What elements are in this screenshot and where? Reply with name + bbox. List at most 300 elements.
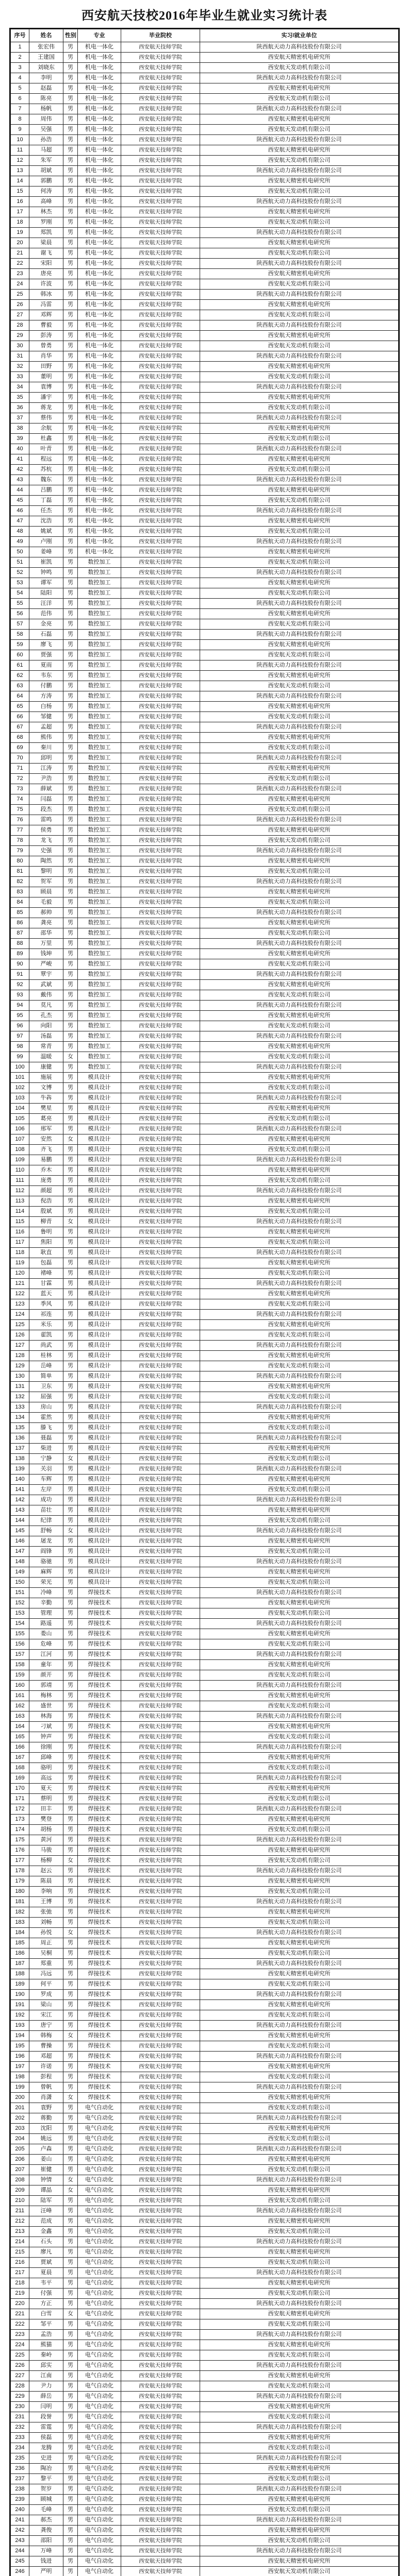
cell-company: 西安航天发动机有限公司 [200, 743, 399, 753]
cell-major: 模具设计 [78, 1217, 121, 1227]
cell-sex: 男 [63, 1433, 78, 1444]
table-row [11, 53, 399, 63]
cell-sex: 男 [63, 1650, 78, 1660]
cell-sex: 男 [63, 290, 78, 300]
cell-major: 焊接技术 [78, 1887, 121, 1897]
cell-school: 西安航天技师学院 [121, 485, 200, 496]
cell-no: 25 [11, 290, 29, 300]
cell-major: 焊接技术 [78, 1588, 121, 1598]
cell-name: 尚武 [29, 1341, 63, 1351]
table-row [11, 753, 399, 764]
table-row [11, 2258, 399, 2268]
table-row [11, 516, 399, 527]
cell-major: 数控加工 [78, 578, 121, 588]
cell-no: 212 [11, 2216, 29, 2227]
cell-sex: 男 [63, 2515, 78, 2526]
cell-major: 模具设计 [78, 1134, 121, 1145]
cell-name: 邱实 [29, 2361, 63, 2371]
cell-company: 西安航天精密机电研究所 [200, 1073, 399, 1083]
cell-no: 62 [11, 671, 29, 681]
cell-name: 邓辉 [29, 310, 63, 320]
cell-school: 西安航天技师学院 [121, 1536, 200, 1547]
cell-sex: 男 [63, 2453, 78, 2464]
cell-no: 88 [11, 939, 29, 949]
cell-name: 邵阳 [29, 2536, 63, 2546]
cell-school: 西安航天技师学院 [121, 2412, 200, 2422]
table-row [11, 1114, 399, 1124]
cell-name: 闫明 [29, 2402, 63, 2412]
cell-major: 机电一体化 [78, 279, 121, 290]
cell-name: 陈晨 [29, 1876, 63, 1887]
cell-sex: 男 [63, 2556, 78, 2567]
table-row [11, 1062, 399, 1073]
cell-school: 西安航天技师学院 [121, 341, 200, 351]
cell-name: 罗刚 [29, 217, 63, 228]
cell-school: 西安航天技师学院 [121, 1104, 200, 1114]
cell-major: 模具设计 [78, 1361, 121, 1371]
cell-school: 西安航天技师学院 [121, 403, 200, 413]
cell-sex: 男 [63, 2443, 78, 2453]
cell-major: 模具设计 [78, 1268, 121, 1279]
cell-major: 数控加工 [78, 671, 121, 681]
cell-name: 吴桐 [29, 1948, 63, 1959]
cell-company: 陕西航天动力高科技股份有限公司 [200, 630, 399, 640]
cell-major: 机电一体化 [78, 104, 121, 114]
cell-company: 陕西航天动力高科技股份有限公司 [200, 1650, 399, 1660]
cell-major: 数控加工 [78, 939, 121, 949]
cell-major: 焊接技术 [78, 1742, 121, 1753]
cell-no: 111 [11, 1176, 29, 1186]
cell-no: 120 [11, 1268, 29, 1279]
cell-school: 西安航天技师学院 [121, 248, 200, 259]
cell-company: 西安航天发动机有限公司 [200, 1979, 399, 1990]
cell-school: 西安航天技师学院 [121, 1031, 200, 1042]
cell-school: 西安航天技师学院 [121, 1701, 200, 1711]
cell-company: 西安航天精密机电研究所 [200, 300, 399, 310]
cell-sex: 女 [63, 1856, 78, 1866]
cell-name: 沈阳 [29, 2124, 63, 2134]
cell-school: 西安航天技师学院 [121, 269, 200, 279]
cell-name: 张宏伟 [29, 42, 63, 53]
cell-school: 西安航天技师学院 [121, 290, 200, 300]
cell-school: 西安航天技师学院 [121, 1320, 200, 1330]
cell-name: 严明 [29, 2567, 63, 2576]
cell-name: 杜鑫 [29, 434, 63, 444]
cell-school: 西安航天技师学院 [121, 2402, 200, 2412]
cell-sex: 男 [63, 1207, 78, 1217]
table-row [11, 1413, 399, 1423]
cell-sex: 男 [63, 928, 78, 939]
cell-school: 西安航天技师学院 [121, 1505, 200, 1516]
table-row [11, 207, 399, 217]
cell-school: 西安航天技师学院 [121, 2103, 200, 2113]
table-row [11, 2453, 399, 2464]
cell-sex: 男 [63, 1176, 78, 1186]
cell-major: 机电一体化 [78, 496, 121, 506]
cell-company: 陕西航天动力高科技股份有限公司 [200, 413, 399, 423]
cell-company: 陕西航天动力高科技股份有限公司 [200, 290, 399, 300]
table-row [11, 1856, 399, 1866]
cell-school: 西安航天技师学院 [121, 2216, 200, 2227]
table-row [11, 1547, 399, 1557]
cell-name: 叶青 [29, 444, 63, 454]
cell-name: 任杰 [29, 506, 63, 516]
cell-no: 91 [11, 970, 29, 980]
cell-name: 袁博 [29, 382, 63, 393]
cell-school: 西安航天技师学院 [121, 712, 200, 722]
cell-sex: 男 [63, 2062, 78, 2072]
cell-major: 机电一体化 [78, 207, 121, 217]
cell-no: 110 [11, 1165, 29, 1176]
cell-sex: 男 [63, 1773, 78, 1784]
cell-name: 桂林 [29, 1351, 63, 1361]
cell-major: 机电一体化 [78, 423, 121, 434]
cell-name: 危峰 [29, 1639, 63, 1650]
cell-major: 模具设计 [78, 1402, 121, 1413]
cell-sex: 男 [63, 1567, 78, 1578]
cell-major: 电气自动化 [78, 2526, 121, 2536]
cell-company: 西安航天发动机有限公司 [200, 650, 399, 660]
cell-company: 西安航天发动机有限公司 [200, 2474, 399, 2484]
cell-school: 西安航天技师学院 [121, 908, 200, 918]
cell-school: 西安航天技师学院 [121, 928, 200, 939]
cell-company: 西安航天发动机有限公司 [200, 1145, 399, 1155]
cell-major: 数控加工 [78, 887, 121, 897]
cell-no: 228 [11, 2381, 29, 2392]
table-row [11, 1176, 399, 1186]
cell-major: 电气自动化 [78, 2350, 121, 2361]
table-row [11, 764, 399, 774]
cell-company: 陕西航天动力高科技股份有限公司 [200, 1464, 399, 1475]
table-row [11, 279, 399, 290]
cell-company: 西安航天发动机有限公司 [200, 2072, 399, 2082]
cell-company: 西安航天精密机电研究所 [200, 1289, 399, 1299]
cell-major: 机电一体化 [78, 145, 121, 156]
cell-name: 赵磊 [29, 83, 63, 94]
cell-no: 202 [11, 2113, 29, 2124]
cell-sex: 男 [63, 1763, 78, 1773]
cell-name: 赵云 [29, 1866, 63, 1876]
cell-name: 邱峰 [29, 1753, 63, 1763]
cell-no: 40 [11, 444, 29, 454]
cell-company: 陕西航天动力高科技股份有限公司 [200, 1588, 399, 1598]
cell-school: 西安航天技师学院 [121, 135, 200, 145]
header-company: 实习/就业单位 [200, 29, 399, 42]
cell-name: 阎锋 [29, 1547, 63, 1557]
cell-school: 西安航天技师学院 [121, 2567, 200, 2576]
table-row [11, 2330, 399, 2340]
cell-school: 西安航天技师学院 [121, 980, 200, 990]
cell-sex: 男 [63, 2330, 78, 2340]
cell-no: 177 [11, 1856, 29, 1866]
table-row [11, 2319, 399, 2330]
table-row [11, 2402, 399, 2412]
cell-name: 田丰 [29, 1804, 63, 1815]
cell-school: 西安航天技师学院 [121, 691, 200, 702]
table-body [11, 42, 399, 2576]
cell-no: 169 [11, 1773, 29, 1784]
cell-company: 西安航天发动机有限公司 [200, 1516, 399, 1526]
cell-name: 文博 [29, 1083, 63, 1093]
table-row [11, 702, 399, 712]
cell-no: 159 [11, 1670, 29, 1681]
cell-company: 西安航天精密机电研究所 [200, 2031, 399, 2041]
cell-school: 西安航天技师学院 [121, 94, 200, 104]
cell-sex: 男 [63, 176, 78, 187]
table-row [11, 578, 399, 588]
cell-sex: 男 [63, 2216, 78, 2227]
cell-name: 向阳 [29, 1021, 63, 1031]
cell-no: 14 [11, 176, 29, 187]
cell-company: 西安航天发动机有限公司 [200, 1083, 399, 1093]
cell-sex: 男 [63, 568, 78, 578]
cell-company: 陕西航天动力高科技股份有限公司 [200, 1001, 399, 1011]
cell-sex: 男 [63, 475, 78, 485]
cell-major: 焊接技术 [78, 1773, 121, 1784]
table-row [11, 1639, 399, 1650]
cell-name: 颜开 [29, 1670, 63, 1681]
cell-sex: 男 [63, 320, 78, 331]
cell-sex: 男 [63, 846, 78, 856]
cell-name: 安然 [29, 1134, 63, 1145]
cell-no: 211 [11, 2206, 29, 2216]
cell-no: 189 [11, 1979, 29, 1990]
cell-sex: 男 [63, 207, 78, 217]
cell-name: 郑重 [29, 1959, 63, 1969]
cell-major: 数控加工 [78, 660, 121, 671]
cell-sex: 男 [63, 764, 78, 774]
cell-major: 机电一体化 [78, 269, 121, 279]
table-row [11, 1732, 399, 1742]
table-row [11, 454, 399, 465]
cell-sex: 男 [63, 1505, 78, 1516]
cell-school: 西安航天技师学院 [121, 63, 200, 73]
cell-school: 西安航天技师学院 [121, 475, 200, 485]
cell-company: 西安航天发动机有限公司 [200, 434, 399, 444]
cell-name: 季风 [29, 1299, 63, 1310]
cell-no: 12 [11, 156, 29, 166]
cell-no: 158 [11, 1660, 29, 1670]
cell-major: 电气自动化 [78, 2412, 121, 2422]
cell-school: 西安航天技师学院 [121, 2464, 200, 2474]
cell-no: 33 [11, 372, 29, 382]
cell-company: 西安航天发动机有限公司 [200, 1763, 399, 1773]
table-row [11, 557, 399, 568]
cell-sex: 男 [63, 1629, 78, 1639]
cell-sex: 男 [63, 897, 78, 908]
table-row [11, 2196, 399, 2206]
cell-major: 模具设计 [78, 1526, 121, 1536]
cell-company: 西安航天发动机有限公司 [200, 2165, 399, 2175]
cell-name: 万里 [29, 939, 63, 949]
cell-sex: 男 [63, 887, 78, 897]
cell-sex: 男 [63, 908, 78, 918]
cell-sex: 男 [63, 2319, 78, 2330]
cell-no: 59 [11, 640, 29, 650]
cell-major: 焊接技术 [78, 1959, 121, 1969]
cell-major: 焊接技术 [78, 1619, 121, 1629]
cell-name: 唐宁 [29, 2021, 63, 2031]
table-row [11, 1619, 399, 1629]
cell-name: 方正 [29, 2299, 63, 2309]
cell-company: 西安航天精密机电研究所 [200, 1196, 399, 1207]
cell-sex: 男 [63, 2464, 78, 2474]
table-row [11, 2082, 399, 2093]
cell-no: 157 [11, 1650, 29, 1660]
cell-name: 方涛 [29, 691, 63, 702]
cell-major: 机电一体化 [78, 506, 121, 516]
cell-sex: 男 [63, 1948, 78, 1959]
cell-no: 7 [11, 104, 29, 114]
cell-school: 西安航天技师学院 [121, 1124, 200, 1134]
cell-school: 西安航天技师学院 [121, 413, 200, 423]
cell-sex: 男 [63, 1897, 78, 1907]
table-row [11, 2175, 399, 2185]
table-row [11, 1351, 399, 1361]
cell-sex: 男 [63, 599, 78, 609]
cell-company: 西安航天发动机有限公司 [200, 990, 399, 1001]
cell-no: 117 [11, 1238, 29, 1248]
cell-school: 西安航天技师学院 [121, 660, 200, 671]
table-row [11, 1227, 399, 1238]
cell-name: 袁野 [29, 2103, 63, 2113]
cell-no: 173 [11, 1815, 29, 1825]
cell-name: 何涛 [29, 187, 63, 197]
table-row [11, 588, 399, 599]
cell-company: 陕西航天动力高科技股份有限公司 [200, 1402, 399, 1413]
cell-no: 122 [11, 1289, 29, 1299]
cell-school: 西安航天技师学院 [121, 1444, 200, 1454]
cell-major: 机电一体化 [78, 372, 121, 382]
cell-no: 186 [11, 1948, 29, 1959]
cell-company: 陕西航天动力高科技股份有限公司 [200, 877, 399, 887]
cell-school: 西安航天技师学院 [121, 1454, 200, 1464]
cell-company: 西安航天精密机电研究所 [200, 1815, 399, 1825]
cell-company: 陕西航天动力高科技股份有限公司 [200, 2175, 399, 2185]
cell-name: 武斌 [29, 980, 63, 990]
table-row [11, 1505, 399, 1516]
cell-sex: 男 [63, 362, 78, 372]
cell-no: 154 [11, 1619, 29, 1629]
cell-major: 电气自动化 [78, 2289, 121, 2299]
cell-company: 西安航天发动机有限公司 [200, 1361, 399, 1371]
cell-major: 模具设计 [78, 1505, 121, 1516]
cell-name: 樊星 [29, 1104, 63, 1114]
cell-school: 西安航天技师学院 [121, 1413, 200, 1423]
cell-no: 213 [11, 2227, 29, 2237]
cell-no: 196 [11, 2052, 29, 2062]
cell-company: 西安航天精密机电研究所 [200, 485, 399, 496]
cell-school: 西安航天技师学院 [121, 805, 200, 815]
cell-company: 西安航天精密机电研究所 [200, 176, 399, 187]
cell-no: 54 [11, 588, 29, 599]
table-row [11, 1701, 399, 1711]
cell-sex: 男 [63, 2134, 78, 2144]
table-row [11, 1794, 399, 1804]
cell-sex: 男 [63, 1145, 78, 1155]
cell-name: 颜超 [29, 1186, 63, 1196]
cell-sex: 男 [63, 135, 78, 145]
cell-no: 61 [11, 660, 29, 671]
cell-name: 胡斌 [29, 166, 63, 176]
cell-no: 232 [11, 2422, 29, 2433]
cell-school: 西安航天技师学院 [121, 2556, 200, 2567]
cell-company: 西安航天发动机有限公司 [200, 2350, 399, 2361]
cell-major: 机电一体化 [78, 156, 121, 166]
cell-school: 西安航天技师学院 [121, 1371, 200, 1382]
cell-company: 西安航天精密机电研究所 [200, 1042, 399, 1052]
cell-major: 模具设计 [78, 1433, 121, 1444]
cell-company: 陕西航天动力高科技股份有限公司 [200, 382, 399, 393]
cell-sex: 男 [63, 2546, 78, 2556]
cell-major: 模具设计 [78, 1238, 121, 1248]
cell-major: 电气自动化 [78, 2247, 121, 2258]
cell-no: 58 [11, 630, 29, 640]
cell-name: 韩冰 [29, 290, 63, 300]
cell-sex: 男 [63, 1320, 78, 1330]
cell-company: 陕西航天动力高科技股份有限公司 [200, 970, 399, 980]
cell-school: 西安航天技师学院 [121, 382, 200, 393]
cell-major: 电气自动化 [78, 2484, 121, 2495]
cell-no: 143 [11, 1505, 29, 1516]
cell-company: 陕西航天动力高科技股份有限公司 [200, 1928, 399, 1938]
cell-sex: 男 [63, 959, 78, 970]
cell-sex: 男 [63, 2165, 78, 2175]
cell-company: 陕西航天动力高科技股份有限公司 [200, 568, 399, 578]
table-row [11, 269, 399, 279]
cell-major: 焊接技术 [78, 1722, 121, 1732]
cell-major: 数控加工 [78, 825, 121, 836]
cell-no: 31 [11, 351, 29, 362]
cell-school: 西安航天技师学院 [121, 1629, 200, 1639]
cell-company: 西安航天精密机电研究所 [200, 609, 399, 619]
cell-major: 焊接技术 [78, 1608, 121, 1619]
cell-no: 200 [11, 2093, 29, 2103]
table-row [11, 774, 399, 784]
header-name: 姓名 [29, 29, 63, 42]
cell-school: 西安航天技师学院 [121, 1670, 200, 1681]
cell-company: 陕西航天动力高科技股份有限公司 [200, 1310, 399, 1320]
cell-sex: 男 [63, 794, 78, 805]
cell-no: 145 [11, 1526, 29, 1536]
cell-sex: 男 [63, 310, 78, 320]
cell-company: 西安航天精密机电研究所 [200, 423, 399, 434]
cell-name: 林海 [29, 1711, 63, 1722]
cell-major: 机电一体化 [78, 475, 121, 485]
cell-no: 176 [11, 1845, 29, 1856]
cell-school: 西安航天技师学院 [121, 1495, 200, 1505]
cell-no: 243 [11, 2536, 29, 2546]
cell-name: 高峰 [29, 197, 63, 207]
cell-no: 246 [11, 2567, 29, 2576]
cell-name: 钱进 [29, 2556, 63, 2567]
cell-school: 西安航天技师学院 [121, 2155, 200, 2165]
cell-no: 104 [11, 1104, 29, 1114]
table-row [11, 1495, 399, 1505]
cell-name: 周伟 [29, 114, 63, 125]
cell-school: 西安航天技师学院 [121, 1217, 200, 1227]
cell-no: 26 [11, 300, 29, 310]
cell-no: 163 [11, 1711, 29, 1722]
cell-no: 71 [11, 764, 29, 774]
cell-company: 西安航天精密机电研究所 [200, 1876, 399, 1887]
cell-school: 西安航天技师学院 [121, 2093, 200, 2103]
table-row [11, 1310, 399, 1320]
cell-sex: 男 [63, 2258, 78, 2268]
cell-no: 79 [11, 846, 29, 856]
cell-major: 机电一体化 [78, 331, 121, 341]
cell-name: 郭靖 [29, 1681, 63, 1691]
